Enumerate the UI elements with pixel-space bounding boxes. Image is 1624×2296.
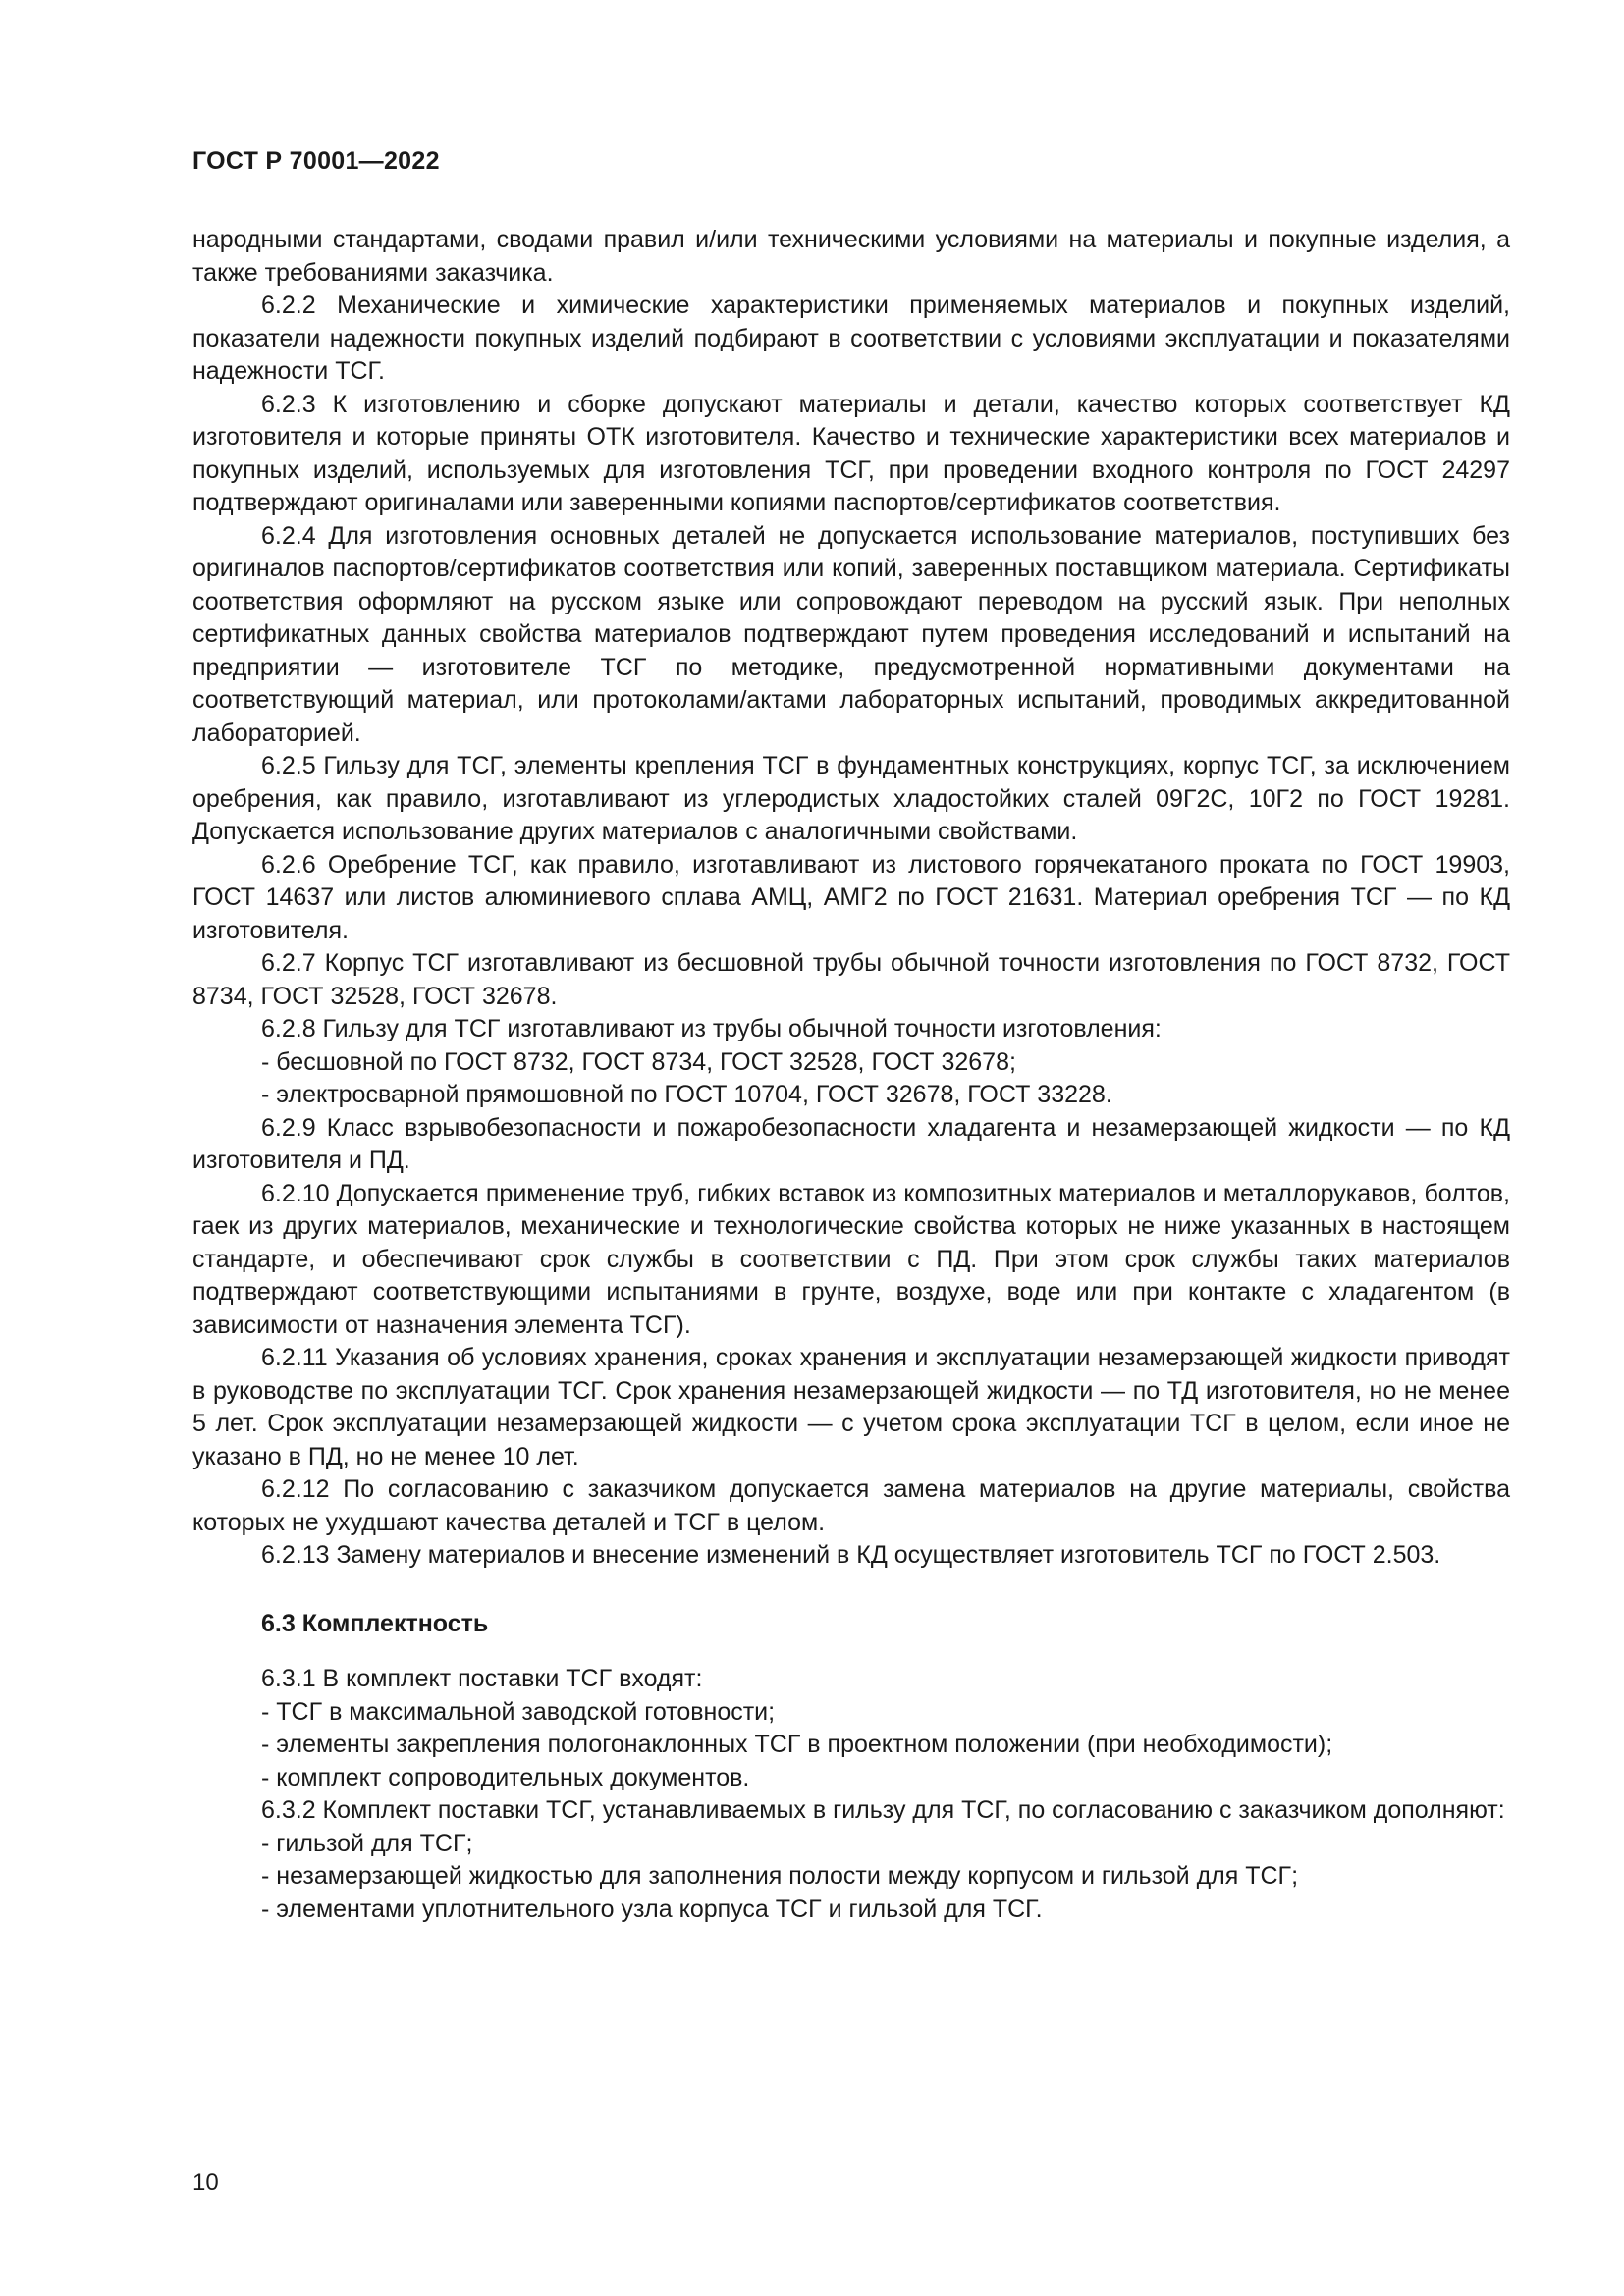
paragraph-6-2-12: 6.2.12 По согласованию с заказчиком допускается замена материалов на другие материалы, свойства которых не ухудшают качества деталей и ТСГ в целом.: [192, 1475, 1510, 1536]
paragraph-6-2-5: 6.2.5 Гильзу для ТСГ, элементы крепления ТСГ в фундаментных конструкциях, корпус ТСГ, за исключением оребрения, как правило, изготавливают из углеродистых хладостойких сталей 09Г2С, 10Г2 по ГОСТ 19281. Допускается использование других материалов с аналогичными свойствами.: [192, 752, 1510, 845]
list-item: - незамерзающей жидкостью для заполнения полости между корпусом и гильзой для ТСГ;: [261, 1862, 1299, 1890]
document-header: ГОСТ Р 70001—2022: [192, 147, 440, 175]
document-body: [192, 224, 1510, 1926]
paragraph-6-2-13: 6.2.13 Замену материалов и внесение изменений в КД осуществляет изготовитель ТСГ по ГОСТ 2.503.: [261, 1541, 1441, 1569]
paragraph-6-2-3: 6.2.3 К изготовлению и сборке допускают материалы и детали, качество которых соответствует КД изготовителя и которые приняты ОТК изготовителя. Качество и технические характеристики всех материалов и покупных изделий, используемых для изготовления ТСГ, при проведении входного контроля по ГОСТ 24297 подтверждают оригиналами или заверенными копиями паспортов/сертификатов соответствия.: [192, 390, 1510, 516]
paragraph-6-3-2: 6.3.2 Комплект поставки ТСГ, устанавливаемых в гильзу для ТСГ, по согласованию с заказчиком дополняют:: [261, 1796, 1505, 1824]
paragraph-6-2-9: 6.2.9 Класс взрывобезопасности и пожаробезопасности хладагента и незамерзающей жидкости — по КД изготовителя и ПД.: [192, 1113, 1510, 1174]
list-item: - гильзой для ТСГ;: [261, 1829, 473, 1857]
list-item: - комплект сопроводительных документов.: [261, 1763, 750, 1791]
list-item: - элементами уплотнительного узла корпуса ТСГ и гильзой для ТСГ.: [261, 1895, 1043, 1923]
paragraph-6-2-7: 6.2.7 Корпус ТСГ изготавливают из бесшовной трубы обычной точности изготовления по ГОСТ 8732, ГОСТ 8734, ГОСТ 32528, ГОСТ 32678.: [192, 949, 1510, 1010]
paragraph-6-2-4: 6.2.4 Для изготовления основных деталей не допускается использование материалов, поступивших без оригиналов паспортов/сертификатов соответствия или копий, заверенных поставщиком материала. Сертификаты соответствия оформляют на русском языке или сопровождают переводом на русский язык. При неполных сертификатных данных свойства материалов подтверждают путем проведения исследований и испытаний на предприятии — изготовителе ТСГ по методике, предусмотренной нормативными документами на соответствующий материал, или протоколами/актами лабораторных испытаний, проводимых аккредитованной лабораторией.: [192, 521, 1510, 747]
list-item: - бесшовной по ГОСТ 8732, ГОСТ 8734, ГОСТ 32528, ГОСТ 32678;: [261, 1047, 1016, 1076]
list-item: - элементы закрепления пологонаклонных ТСГ в проектном положении (при необходимости);: [261, 1731, 1333, 1758]
paragraph-6-2-8: 6.2.8 Гильзу для ТСГ изготавливают из трубы обычной точности изготовления:: [261, 1015, 1162, 1042]
paragraph-6-2-2: 6.2.2 Механические и химические характеристики применяемых материалов и покупных изделий, показатели надежности покупных изделий подбирают в соответствии с условиями эксплуатации и показателями надежности ТСГ.: [192, 292, 1510, 385]
paragraph-6-3-1: 6.3.1 В комплект поставки ТСГ входят:: [261, 1665, 703, 1692]
section-heading: 6.3 Комплектность: [261, 1609, 489, 1637]
page-number: 10: [192, 2169, 219, 2196]
list-item: - ТСГ в максимальной заводской готовности;: [261, 1697, 776, 1726]
paragraph-6-2-11: 6.2.11 Указания об условиях хранения, сроках хранения и эксплуатации незамерзающей жидкости приводят в руководстве по эксплуатации ТСГ. Срок хранения незамерзающей жидкости — по ТД изготовителя, но не менее 5 лет. Срок эксплуатации незамерзающей жидкости — с учетом срока эксплуатации ТСГ в целом, если иное не указано в ПД, но не менее 10 лет.: [192, 1344, 1510, 1470]
list-item: - электросварной прямошовной по ГОСТ 10704, ГОСТ 32678, ГОСТ 33228.: [261, 1081, 1112, 1108]
paragraph-6-2-10: 6.2.10 Допускается применение труб, гибких вставок из композитных материалов и металлорукавов, болтов, гаек из других материалов, механические и технологические свойства которых не ниже указанных в настоящем стандарте, и обеспечивают срок службы в соответствии с ПД. При этом срок службы таких материалов подтверждают соответствующими испытаниями в грунте, воздухе, воде или при контакте с хладагентом (в зависимости от назначения элемента ТСГ).: [192, 1179, 1510, 1339]
paragraph: народными стандартами, сводами правил и/или техническими условиями на материалы и покупные изделия, а также требованиями заказчика.: [192, 226, 1510, 287]
paragraph-6-2-6: 6.2.6 Оребрение ТСГ, как правило, изготавливают из листового горячекатаного проката по ГОСТ 19903, ГОСТ 14637 или листов алюминиевого сплава АМЦ, АМГ2 по ГОСТ 21631. Материал оребрения ТСГ — по КД изготовителя.: [192, 850, 1510, 944]
